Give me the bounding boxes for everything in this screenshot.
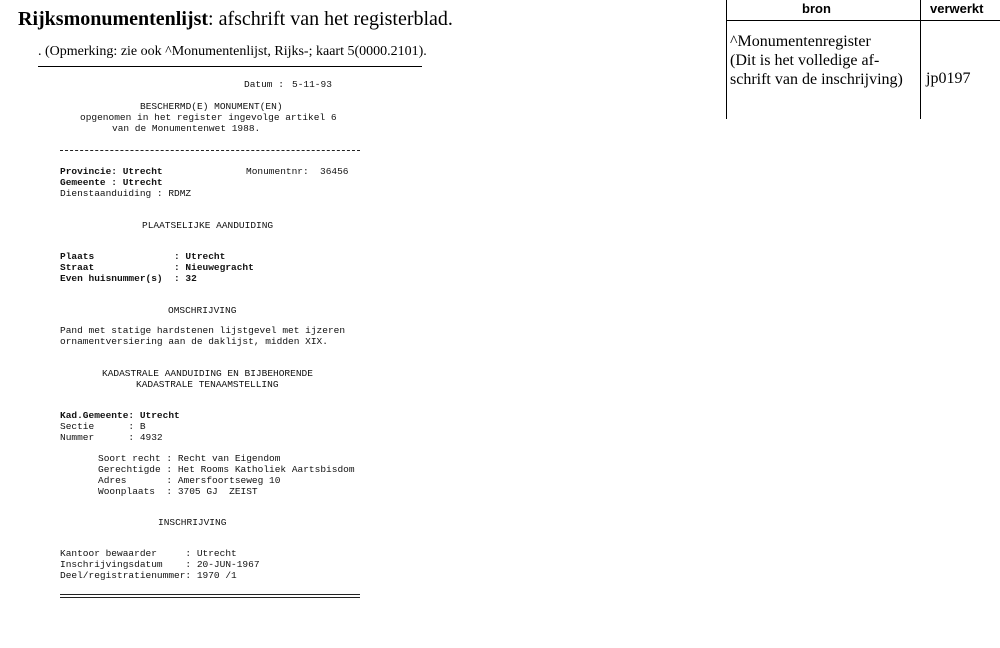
intro-line-2: opgenomen in het register ingevolge artikel 6 [80, 112, 337, 123]
sectie-line: Sectie : B [60, 421, 146, 432]
dashed-separator [60, 150, 360, 151]
huisnummer-line: Even huisnummer(s) : 32 [60, 273, 197, 284]
kad-gemeente-line: Kad.Gemeente: Utrecht [60, 410, 180, 421]
closing-double-rule [60, 594, 360, 598]
intro-line-3: van de Monumentenwet 1988. [112, 123, 261, 134]
monumentnr-label: Monumentnr: [246, 166, 309, 177]
dienstaanduiding-line: Dienstaanduiding : RDMZ [60, 188, 192, 199]
bron-cell: ^Monumentenregister (Dit is het volledige af- schrift van de inschrijving) [730, 33, 903, 88]
plaats-line: Plaats : Utrecht [60, 251, 226, 262]
section-plaatselijke-aanduiding: PLAATSELIJKE AANDUIDING [142, 220, 274, 231]
remark-text: . (Opmerking: zie ook ^Monumentenlijst, Rijks-; kaart 5(0000.2101). [38, 44, 427, 59]
title-rest: : afschrift van het registerblad. [208, 8, 453, 30]
gerechtigde-line: Gerechtigde : Het Rooms Katholiek Aartsbisdom [98, 464, 355, 475]
kantoor-line: Kantoor bewaarder : Utrecht [60, 548, 237, 559]
section-kadastraal-line-2: KADASTRALE TENAAMSTELLING [136, 379, 279, 390]
woonplaats-line: Woonplaats : 3705 GJ ZEIST [98, 486, 258, 497]
inschrijvingsdatum-line: Inschrijvingsdatum : 20-JUN-1967 [60, 559, 260, 570]
verwerkt-cell: jp0197 [926, 70, 971, 87]
deel-line: Deel/registratienummer: 1970 /1 [60, 570, 237, 581]
gemeente-line: Gemeente : Utrecht [60, 177, 163, 188]
nummer-line: Nummer : 4932 [60, 432, 163, 443]
intro-line-1: BESCHERMD(E) MONUMENT(EN) [140, 101, 283, 112]
table-border-left [726, 0, 727, 119]
title-bold: Rijksmonumentenlijst [18, 8, 209, 30]
omschrijving-line-1: Pand met statige hardstenen lijstgevel met ijzeren [60, 325, 346, 336]
column-header-verwerkt: verwerkt [930, 1, 984, 16]
table-border-middle [920, 0, 921, 119]
datum-label: Datum : [244, 79, 284, 90]
omschrijving-line-2: ornamentversiering aan de daklijst, midden XIX. [60, 336, 328, 347]
table-header-divider [726, 20, 1000, 21]
column-header-bron: bron [802, 1, 831, 16]
bron-table [726, 0, 1000, 119]
section-inschrijving: INSCHRIJVING [158, 517, 227, 528]
straat-line: Straat : Nieuwegracht [60, 262, 254, 273]
section-kadastraal-line-1: KADASTRALE AANDUIDING EN BIJBEHORENDE [102, 368, 313, 379]
page-title [18, 8, 453, 31]
adres-line: Adres : Amersfoortseweg 10 [98, 475, 281, 486]
monumentnr-value: 36456 [320, 166, 349, 177]
provincie-line: Provincie: Utrecht [60, 166, 163, 177]
section-omschrijving: OMSCHRIJVING [168, 305, 237, 316]
soort-recht-line: Soort recht : Recht van Eigendom [98, 453, 281, 464]
datum-value: 5-11-93 [292, 79, 332, 90]
remark-underline [38, 66, 422, 67]
